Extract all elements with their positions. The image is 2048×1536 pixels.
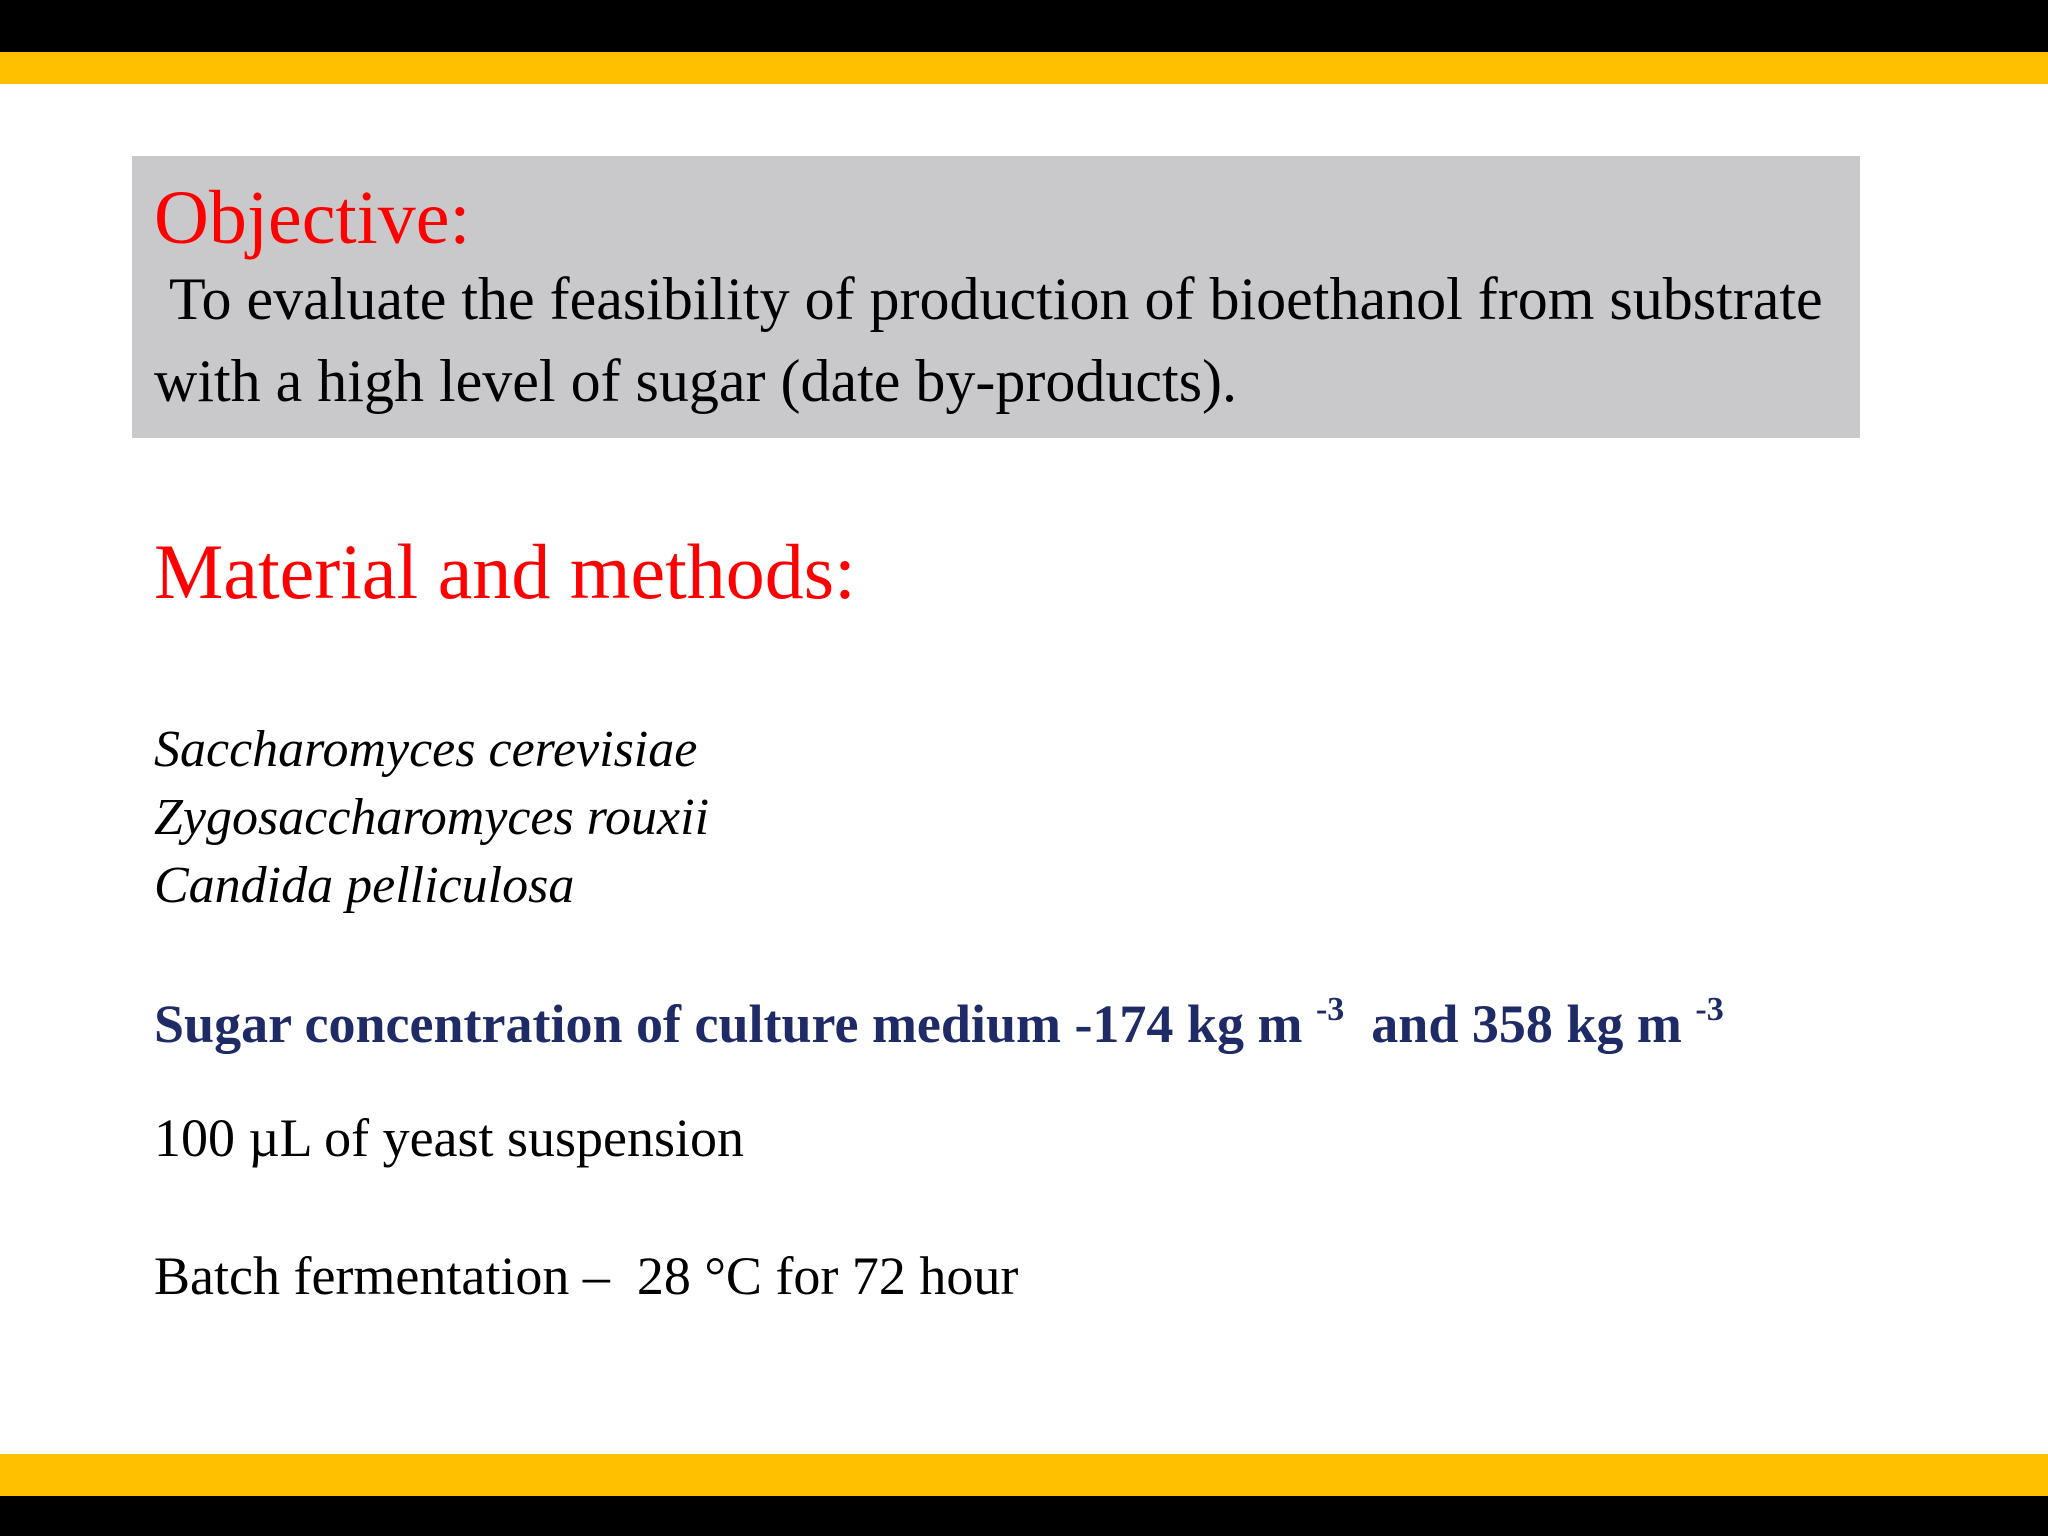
objective-text: To evaluate the feasibility of production of bioethanol from substrate with a high level of sugar (date by-products).	[154, 266, 1838, 414]
organism-item: Saccharomyces cerevisiae	[154, 721, 698, 778]
methods-heading: Material and methods:	[154, 528, 856, 615]
bottom-gold-band	[0, 1454, 2048, 1496]
organism-item: Candida pelliculosa	[154, 857, 575, 914]
sugar-exponent-1: -3	[1315, 991, 1345, 1028]
organism-list	[154, 716, 709, 920]
batch-fermentation: Batch fermentation – 28 °C for 72 hour	[154, 1246, 1019, 1306]
objective-box	[132, 156, 1860, 438]
yeast-suspension: 100 µL of yeast suspension	[154, 1108, 745, 1168]
top-gold-band	[0, 52, 2048, 84]
bottom-black-band	[0, 1496, 2048, 1536]
sugar-text-part2: and 358 kg m	[1344, 994, 1696, 1054]
sugar-text-part1: Sugar concentration of culture medium -174 kg m	[154, 994, 1316, 1054]
sugar-concentration	[154, 984, 1724, 1064]
objective-heading: Objective:	[154, 176, 471, 260]
top-black-band	[0, 0, 2048, 52]
sugar-exponent-2: -3	[1695, 991, 1724, 1028]
organism-item: Zygosaccharomyces rouxii	[154, 789, 710, 846]
